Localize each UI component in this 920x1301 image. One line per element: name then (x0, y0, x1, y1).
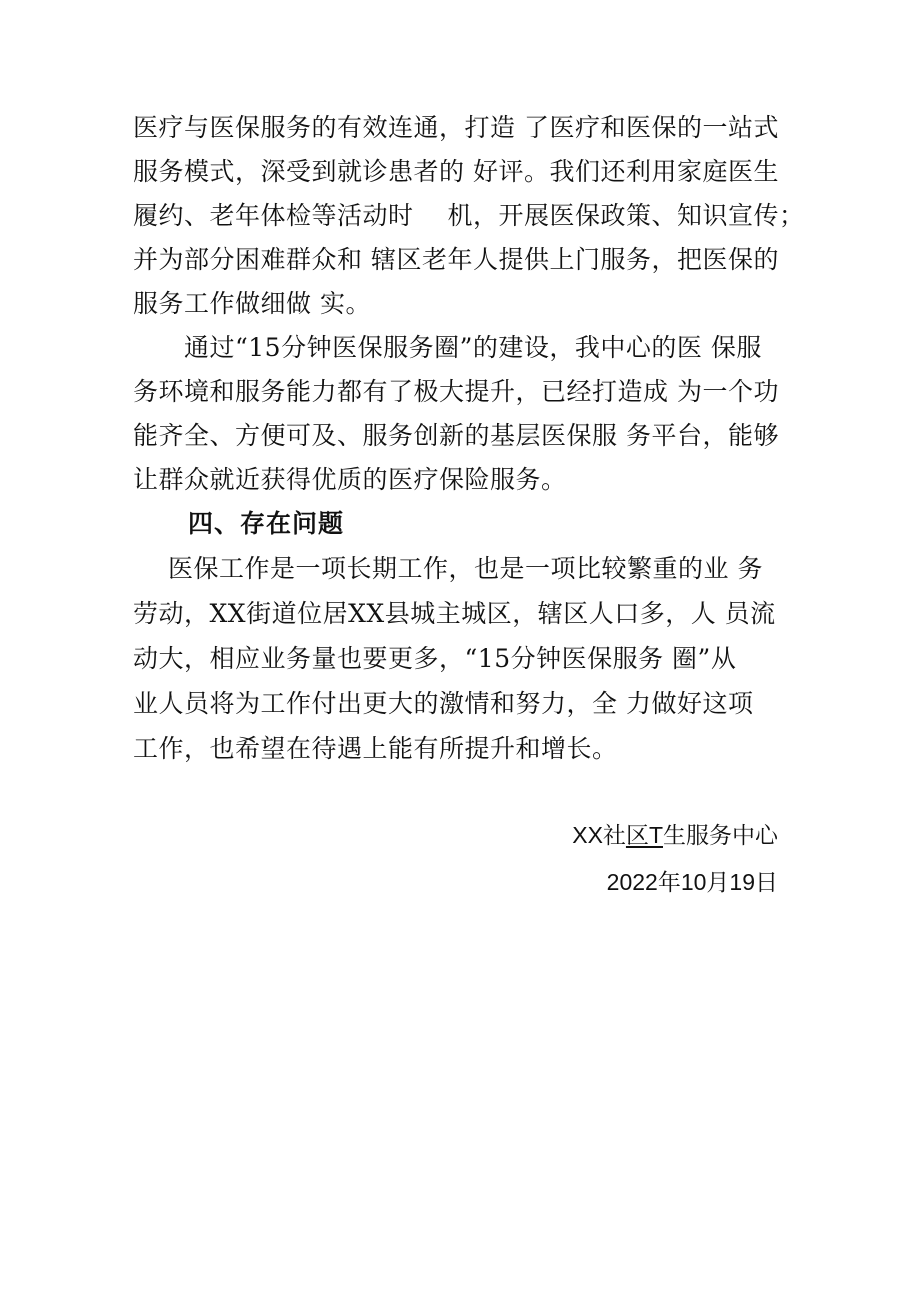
signature-org-suffix: 生服务中心 (663, 822, 778, 848)
paragraph-3-line-1: 医保工作是一项长期工作，也是一项比较繁重的业 务 (168, 554, 763, 583)
paragraph-2-line-1: 通过“15分钟医保服务圈”的建设，我中心的医 保服 (133, 333, 762, 362)
paragraph-3-line-5: 工作，也希望在待遇上能有所提升和增长。 (133, 734, 618, 763)
section-heading: 四、存在问题 (188, 509, 345, 538)
signature-date: 2022年10月19日 (606, 869, 778, 895)
paragraph-3-line-3: 动大，相应业务量也要更多，“15分钟医保服务 圈”从 (133, 644, 737, 673)
paragraph-2-line-4: 让群众就近获得优质的医疗保险服务。 (133, 465, 567, 494)
paragraph-1-line-5: 服务工作做细做 实。 (133, 289, 371, 318)
paragraph-1-line-4: 并为部分困难群众和 辖区老年人提供上门服务，把医保的 (133, 245, 779, 274)
paragraph-2-line-3: 能齐全、方便可及、服务创新的基层医保服 务平台，能够 (133, 421, 779, 450)
signature-org-prefix: XX社 (572, 822, 626, 848)
signature-organization (572, 821, 778, 849)
paragraph-3-line-2: 劳动，XX街道位居XX县城主城区，辖区人口多，人 员流 (133, 599, 776, 628)
paragraph-1-line-3: 履约、老年体检等活动时 机，开展医保政策、知识宣传； (133, 201, 805, 230)
paragraph-1-line-2: 服务模式，深受到就诊患者的 好评。我们还利用家庭医生 (133, 157, 779, 186)
paragraph-2-line-2: 务环境和服务能力都有了极大提升，已经打造成 为一个功 (133, 377, 779, 406)
paragraph-1-line-1: 医疗与医保服务的有效连通，打造 了医疗和医保的一站式 (133, 113, 779, 142)
signature-org-underlined: 区T (625, 822, 663, 848)
paragraph-3-line-4: 业人员将为工作付出更大的激情和努力，全 力做好这项 (133, 689, 754, 718)
